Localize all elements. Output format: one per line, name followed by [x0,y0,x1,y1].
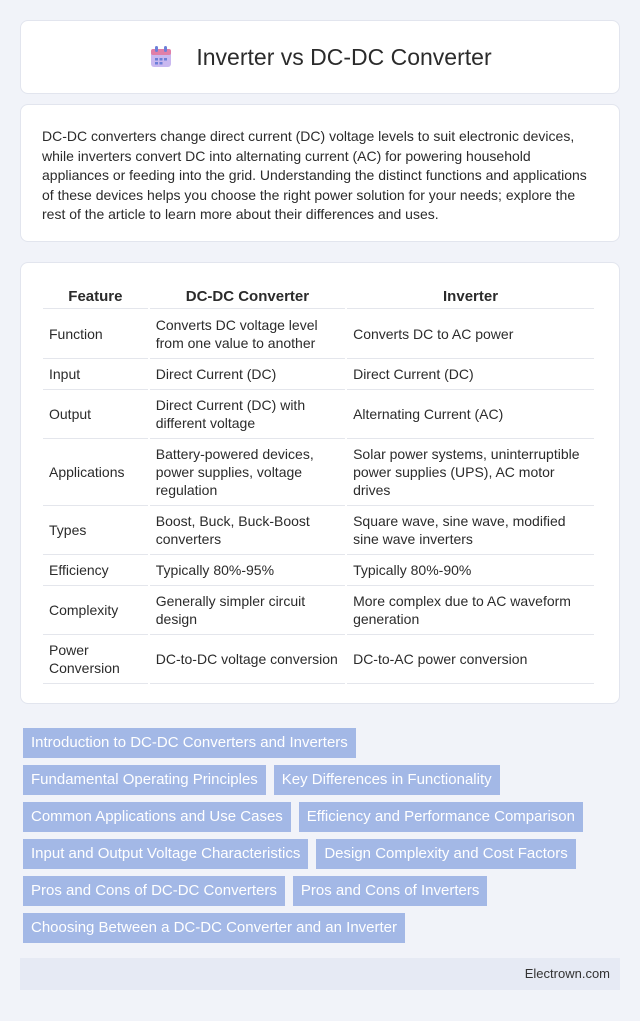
table-row [43,586,594,635]
topic-tag-link[interactable]: Input and Output Voltage Characteristics [23,839,308,869]
intro-card [20,104,620,242]
table-row [43,635,594,684]
table-cell: Solar power systems, uninterruptible power supplies (UPS), AC motor drives [347,439,594,506]
table-cell: Output [43,390,148,439]
comparison-table-card [20,262,620,704]
table-header-row [43,285,594,309]
tag-row [23,913,623,943]
table-cell: Direct Current (DC) [347,359,594,390]
footer-brand-link[interactable]: Electrown.com [524,966,610,981]
table-cell: Typically 80%-90% [347,555,594,586]
table-row [43,506,594,555]
topic-tag-link[interactable]: Fundamental Operating Principles [23,765,266,795]
table-cell: Efficiency [43,555,148,586]
topic-tag-link[interactable]: Common Applications and Use Cases [23,802,291,832]
topic-tags [23,728,623,950]
topic-tag-link[interactable]: Pros and Cons of Inverters [293,876,487,906]
table-cell: Converts DC voltage level from one value to another [150,309,345,359]
table-cell: Battery-powered devices, power supplies, voltage regulation [150,439,345,506]
title-card [20,20,620,94]
tag-row [23,839,623,869]
column-header: Feature [43,285,148,309]
intro-text: DC-DC converters change direct current (DC) voltage levels to suit electronic devices, while inverters convert DC into alternating current (AC) for powering household appliances or feeding into the grid. Understanding the distinct functions and applications of these devices helps you choose the right power solution for your needs; explore the rest of the article to learn more about their differences and uses. [42,128,587,223]
table-cell: Function [43,309,148,359]
table-cell: DC-to-AC power conversion [347,635,594,684]
column-header: DC-DC Converter [150,285,345,309]
table-row [43,439,594,506]
table-cell: Converts DC to AC power [347,309,594,359]
table-row [43,555,594,586]
topic-tag-link[interactable]: Choosing Between a DC-DC Converter and an Inverter [23,913,405,943]
table-cell: Complexity [43,586,148,635]
topic-tag-link[interactable]: Introduction to DC-DC Converters and Inverters [23,728,356,758]
table-cell: Alternating Current (AC) [347,390,594,439]
footer [20,958,620,990]
tag-row [23,765,623,795]
table-cell: Direct Current (DC) [150,359,345,390]
topic-tag-link[interactable]: Key Differences in Functionality [274,765,500,795]
page-title: Inverter vs DC-DC Converter [196,43,492,70]
topic-tag-link[interactable]: Efficiency and Performance Comparison [299,802,583,832]
table-cell: Generally simpler circuit design [150,586,345,635]
tag-row [23,728,623,758]
topic-tag-link[interactable]: Design Complexity and Cost Factors [316,839,575,869]
tag-row [23,876,623,906]
table-cell: Applications [43,439,148,506]
table-cell: DC-to-DC voltage conversion [150,635,345,684]
calendar-icon [148,44,174,70]
table-cell: Power Conversion [43,635,148,684]
table-cell: Typically 80%-95% [150,555,345,586]
column-header: Inverter [347,285,594,309]
table-cell: Direct Current (DC) with different voltage [150,390,345,439]
table-cell: Boost, Buck, Buck-Boost converters [150,506,345,555]
table-cell: More complex due to AC waveform generation [347,586,594,635]
table-row [43,390,594,439]
table-row [43,359,594,390]
table-cell: Square wave, sine wave, modified sine wave inverters [347,506,594,555]
tag-row [23,802,623,832]
table-cell: Types [43,506,148,555]
topic-tag-link[interactable]: Pros and Cons of DC-DC Converters [23,876,285,906]
comparison-table [41,285,596,684]
table-cell: Input [43,359,148,390]
table-row [43,309,594,359]
